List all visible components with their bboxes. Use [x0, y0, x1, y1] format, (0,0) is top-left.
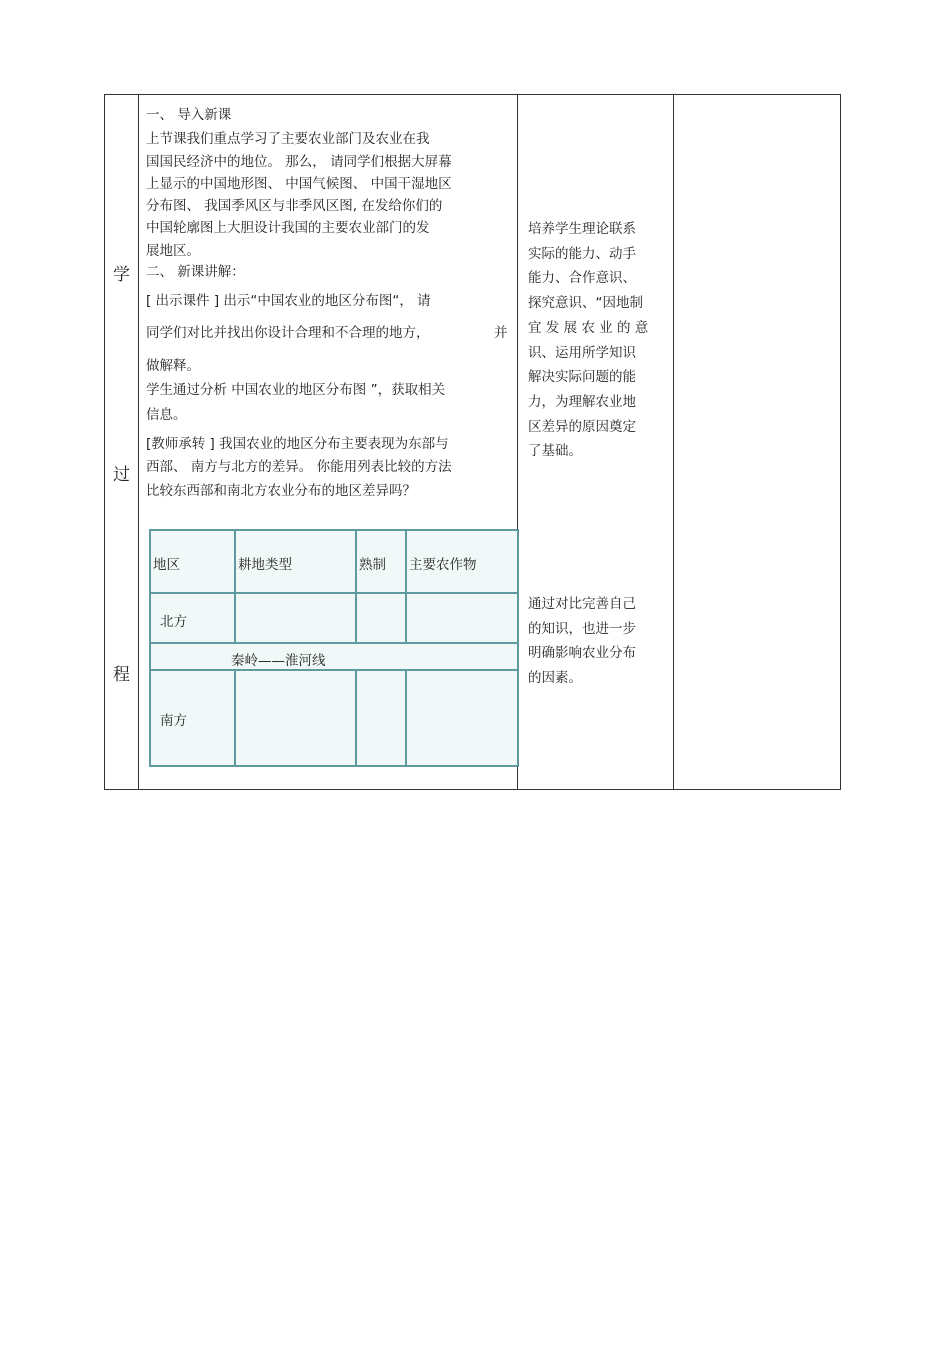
content-line: 上显示的中国地形图、 中国气候图、 中国干湿地区 [146, 176, 452, 192]
content-line: 比较东西部和南北方农业分布的地区差异吗？ [146, 483, 416, 499]
table-cell [405, 592, 519, 644]
table-cell [234, 592, 357, 644]
table-cell [234, 669, 357, 767]
content-line: 中国轮廓图上大胆设计我国的主要农业部门的发 [146, 220, 430, 236]
row-label-south: 南方 [149, 669, 236, 767]
table-cell [405, 669, 519, 767]
comparison-table [149, 529, 517, 767]
content-line: [教师承转 ] 我国农业的地区分布主要表现为东部与 [146, 436, 449, 452]
divider-row: 秦岭——淮河线 [149, 642, 519, 671]
column-divider [138, 95, 139, 789]
table-cell [355, 669, 407, 767]
row-label-north: 北方 [149, 592, 236, 644]
content-line: 同学们对比并找出你设计合理和不合理的地方， [146, 325, 430, 341]
side-label-char: 过 [113, 465, 130, 485]
design-intent-note-2: 通过对比完善自己 的知识，也进一步 明确影响农业分布 的因素。 [528, 596, 636, 687]
section-heading: 二、 新课讲解： [146, 264, 245, 280]
header-cell-crops: 主要农作物 [405, 529, 519, 594]
content-line: 国国民经济中的地位。 那么， 请同学们根据大屏幕 [146, 154, 452, 170]
column-divider [673, 95, 674, 789]
lesson-table [104, 94, 841, 790]
content-line: 学生通过分析 中国农业的地区分布图 ”，获取相关 [146, 382, 446, 398]
header-cell-land-type: 耕地类型 [234, 529, 357, 594]
side-label-char: 学 [113, 265, 130, 285]
content-line: 分布图、 我国季风区与非季风区图, 在发给你们的 [146, 198, 443, 214]
content-line: [ 出示课件 ] 出示“中国农业的地区分布图“， 请 [146, 293, 431, 309]
table-cell [355, 592, 407, 644]
content-line: 并 [494, 325, 508, 341]
section-heading: 一、 导入新课 [146, 107, 232, 123]
content-line: 上节课我们重点学习了主要农业部门及农业在我 [146, 131, 430, 147]
design-intent-note-1: 培养学生理论联系 实际的能力、动手 能力、合作意识、 探究意识、“因地制 宜 发 展 农 业 的 意 识、运用所学知识 解决实际问题的能 力，为理解农业地 区差异的原因奠定 了基础。 [528, 221, 649, 460]
content-line: 展地区。 [146, 243, 200, 259]
header-cell-cropping: 熟制 [355, 529, 407, 594]
content-line: 西部、 南方与北方的差异。 你能用列表比较的方法 [146, 459, 452, 475]
content-line: 做解释。 [146, 358, 200, 374]
side-label-char: 程 [113, 665, 130, 685]
content-line: 信息。 [146, 407, 187, 423]
header-cell-region: 地区 [149, 529, 236, 594]
